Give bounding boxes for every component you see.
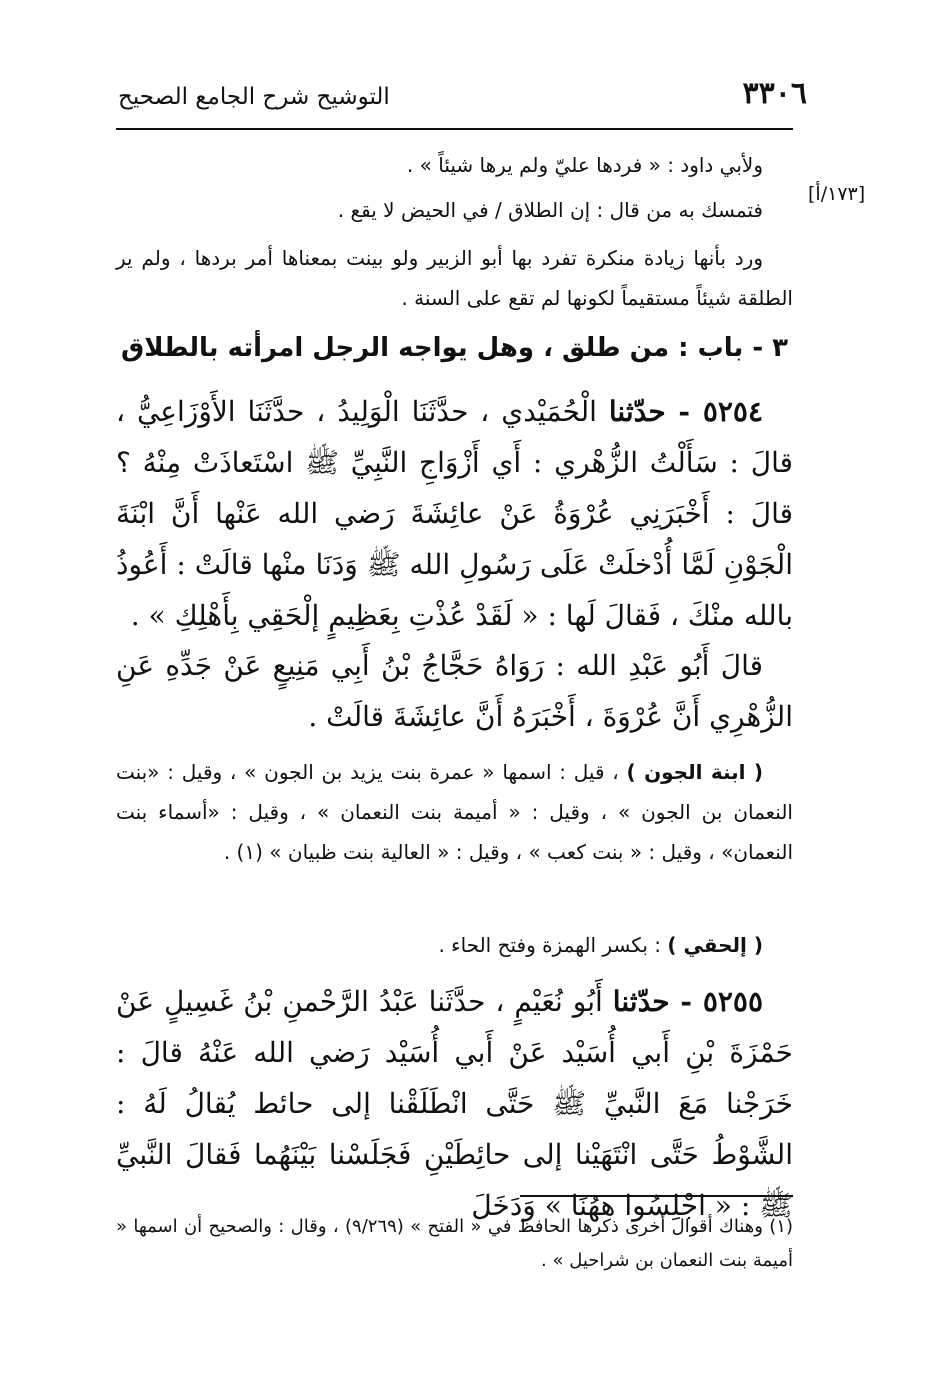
book-title: التوشيح شرح الجامع الصحيح: [118, 84, 390, 110]
page-number: ٣٣٠٦: [742, 76, 807, 111]
hadith-5255: [116, 976, 793, 1231]
intro-paragraph: ورد بأنها زيادة منكرة تفرد بها أبو الزبير ولو بينت بمعناها أمر بردها ، ولم ير الطلقة شيئاً مستقيماً لكونها لم تقع على السنة .: [116, 246, 793, 310]
hadith-5254: [116, 386, 793, 641]
hadith-text-5255: أَبُو نُعَيْمٍ ، حدَّثَنا عَبْدُ الرَّحْمنِ بْنُ غَسِيلٍ عَنْ حَمْزَةَ بْنِ أَبي أُسَيْد عَنْ أَبي أُسَيْد رَضي الله عَنْهُ قالَ : خَرَجْنا مَعَ النَّبيِّ ﷺ حَتَّى انْطَلَقْنا إلى حائط يُقالُ لَهُ : الشَّوْطُ حَتَّى انْتَهَيْنا إلى حائِطَيْنِ فَجَلَسْنا بَيْنَهُما فَقالَ النَّبيِّ ﷺ : « اجْلِسُوا ههُنَا » وَدَخَلَ: [116, 985, 793, 1222]
intro-line-2: فتمسك به من قال : إن الطلاق / في الحيض لا يقع .: [337, 198, 763, 222]
chapter-title: ٣ - باب : من طلق ، وهل يواجه الرجل امرأته بالطلاق: [120, 333, 789, 363]
hadith-number-5255: ٥٢٥٥ - حدّثنا: [612, 985, 763, 1018]
commentary-ibnat-al-jawn: [116, 752, 793, 872]
commentary-term: ( إلحقي ): [667, 933, 763, 957]
hadith-text-5254: الْحُمَيْدي ، حدَّثَنَا الْوَلِيدُ ، حدَّثَنَا الأَوْزَاعِيُّ ، قالَ : سَأَلْتُ الزُّهْري : أَي أَزْوَاجِ النَّبِيِّ ﷺ اسْتَعاذَتْ مِنْهُ ؟ قالَ : أَخْبَرَنِي عُرْوَةُ عَنْ عائِشَةَ رَضي الله عَنْها أَنَّ ابْنَةَ الْجَوْنِ لَمَّا أُدْخلَتْ عَلَى رَسُولِ الله ﷺ وَدَنَا منْها قالَتْ : أَعُوذُ بالله منْكَ ، فَقالَ لَها : « لَقَدْ عُذْتِ بِعَظِيمٍ إلْحَقِي بِأَهْلِكِ » .: [116, 395, 793, 632]
intro-line-1: ولأبي داود : « فردها عليّ ولم يرها شيئاً » .: [406, 153, 763, 177]
commentary-text: ، قيل : اسمها « عمرة بنت يزيد بن الجون » ، وقيل : «بنت النعمان بن الجون » ، وقيل : « أميمة بنت النعمان » ، وقيل : «أسماء بنت النعمان» ، وقيل : « بنت كعب » ، وقيل : « العالية بنت ظبيان » (١) .: [116, 760, 793, 864]
commentary-ilhaqi: [116, 925, 793, 965]
riwayah-note: قالَ أَبُو عَبْدِ الله : رَوَاهُ حَجَّاجُ بْنُ أَبِي مَنِيعٍ عَنْ جَدِّهِ عَنِ الزُّهْرِي أَنَّ عُرْوَةَ ، أَخْبَرَهُ أَنَّ عائِشَةَ قالَتْ .: [116, 649, 793, 733]
header-rule: [116, 128, 793, 130]
hadith-number-5254: ٥٢٥٤ - حدّثنا: [608, 395, 763, 428]
commentary-text: : بكسر الهمزة وفتح الحاء .: [438, 933, 662, 957]
footnote-rule: [520, 1195, 793, 1197]
margin-reference: [١٧٣/أ]: [808, 183, 866, 205]
footnote: (١) وهناك أقوال أخرى ذكرها الحافظ في « الفتح » (٩/٢٦٩) ، وقال : والصحيح أن اسمها « أميمة بنت النعمان بن شراحيل » .: [116, 1216, 793, 1271]
commentary-term: ( ابنة الجون ): [626, 760, 764, 784]
